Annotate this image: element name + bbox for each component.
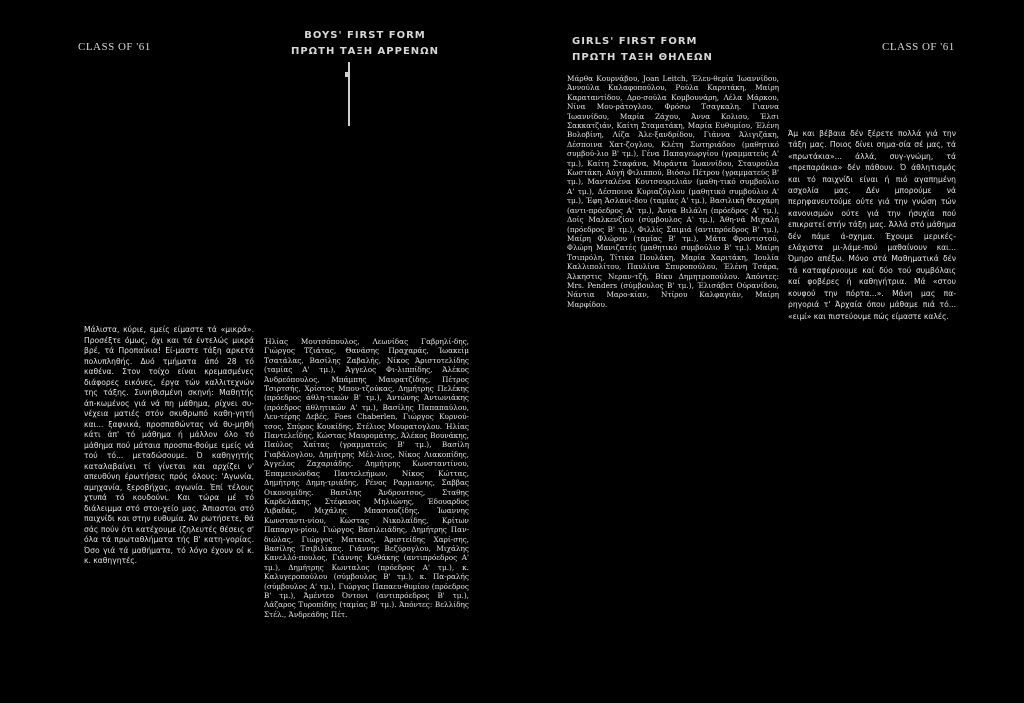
girls-heading-en: GIRLS' FIRST FORM — [572, 36, 698, 47]
outro-paragraph: Άμ και βέβαια δέν ξέρετε πολλά γιά την τάξη μας. Ποιος δίνει σημα-σία σέ μας, τά «πρωτάκια»... άλλά, συγ-γνώμη, τά «πρεπαράκια» δέν πάθουν. Ό άθλητισμός και τό παιχνίδι είναι ή πιό αγαπημένη ασχολία μας. Δέν μπορούμε νά περηφανευτούμε ούτε γιά την γνώση τών κανονισμών ούτε γιά την ήσυχία πού επικρατεί στήν τάξη μας. Άλλά στό μάθημα δέν πάμε ά-σχημα. Έχουμε μερικές-ελάχιστα μι-λάμε-πού μαθαίνουν και... Όμηρο απέξω. Μόνο στά Μαθηματικά δέν τά καταφέρνουμε καί δύο τού συμβόλαις καί φοβέρες ή καθηγήτρια. Μά «στου κουφού την πόρτα...». Μάνη μας πα-ρηγοριά τ' Άρχαία όπου μάθαμε πιά τό... «ειμί» και πιστεύουμε πώς είμαστε καλές. — [788, 129, 956, 321]
class-of-label-left: CLASS OF '61 — [78, 41, 151, 53]
class-of-label-right: CLASS OF '61 — [882, 41, 955, 53]
girls-form-heading — [572, 34, 772, 66]
intro-paragraph: Μάλιστα, κύριε, εμείς είμαστε τά «μικρά». Προσέξτε όμως, όχι και τά έντελώς μικρά βρέ, τά Προπαίκια! Εί-μαστε τάξη αρκετά πολυπληθής. Δυό τμήματα άπό 28 τό καθένα. Στον τοίχο είναι κρεμασμένες διάφορες εικόνες, έργα τών καλλιτεχνών της τάξης. Συνηθισμένη σκηνή: Μαθητής άπ-κωμένος γιά νά πη μάθημα, ρίχνει συ-νέχεια ματιές στόν σκυθρωπό καθη-γητή και... ξαφνικά, προσπαθώντας νά θυ-μηθή κάτι άπ' τό μάθημα ή μάλλον όλο τό μάθημα πού μάταια προσπα-θούμε εμείς νά τού τό... μεταδώσουμε. Ό καθηγητής καταλαβαίνει τί γίνεται και αρχίζει ν' απευθύνη έρωτήσεις πρός όλους: 'Αγωνία, αμηχανία, ξεροβήχας, αγωνία. Έπί τέλους χτυπά τό κουδούνι. Και τώρα μέ τό διάλειμμα στό στοι-χείο μας. Άπιαστοι στό παιχνίδι και στην ευθυμία. Άν ρωτήσετε, θά σάς πούν ότι κατέχουμε (ζηλευτές θέσεις σ' όλα τά πρωταθλήματα τής Β' κατη-γορίας. Όσο γιά τά μαθήματα, τό λόγο έχουν οί κ. κ. καθηγητές. — [84, 325, 254, 565]
boys-name-list: Ήλίας Μουτσόπουλος, Λεωνίδας Γαβρηλί-δης, Γιώργος Τζιάτας, Θανάσης Πραχαράς, Ίωακείμ Τσατάλας, Βασίλης Ζαβαλής, Νίκος Άριστοτελίδης (ταμίας Α' τμ.), Άγγελος Φι-λιππίδης, Άλέκος Άνδρεόπουλος, Μπάμπης Μαυρατζίδης, Πέτρος Τσιρτσής, Χρίστος Μπου-τζούκας, Δημήτρης Πελέκης (πρόεδρος άθλη-τικών Β' τμ.), Άντώνης Άντωνιάκης (πρόεδρος άθλητικών Α' τμ.), Βασίλης Παπαπαύλου, Λευ-τέρης Δεβές, Foes Chaberlen, Γιώργος Κυρνού-τσος, Σπύρος Κουκίδης, Στέλιος Μουρατογλου. Ήλίας Παντελεΐδης, Κώστας Μαυρομάτης, Άλέκος Βουνάκης, Παύλος Χαίτας (γραμματεύς Β' τμ.), Βασίλη Γιαβάλογλου, Δημήτρης Μέλ-λιος, Νίκος Λιακοπίδης, Άγγελος Ζαχαριάδης. Δημήτρης Κωνσταντίνου, Έπαμεινώνδας Παντελεήμων, Νίκος Κώττας, Δημήτρης Δημη-τριάδης, Ρένος Ραρμιανης, Σαββας Οικονομίδης. Βασίλης Άνδρουτσος, Σταθης Καρδελάκης, Στέφανος Μηλιώνης, Έδουαρδος Λιβαδάς, Μιχάλης Μπασιουζίδης, Ίωαννης Κωνσταντι-νίου, Κώστας Νικολαΐδης, Κρίτων Παπαργυ-ρίου, Γιώργος Βασιλειάδης, Δημήτρης Παν-διώλας, Γιώργος Ματκιος, Άριστείδης Χαρί-σης, Βασίλης Τσιβιλίκας. Γιάννης Βεζύρογλου, Μιχάλης Κανελλό-πουλος, Γιάννης Κυθάκης (αντιπρόεδρος Α' τμ.), Δημήτρης Κωνταλος (πρόεδρος Α' τμ.), κ. Καλυγεροπούλου (σύμβουλος Β' τμ.), κ. Πα-ραλής (σύμβουλος Α' τμ.), Γιώργος Παπαευ-θυμίου (πρόεδρος Β' τμ.), Άμέντεο Όντονι (αντιπρόεδρος Β' τμ.), Λάζαρος Τυροπίδης (ταμίας Β' τμ.). Άπόντες: Βελλίδης Στέλ., Άνδρεάδης Πέτ. — [264, 337, 469, 619]
photo-artifact-dot — [345, 72, 350, 77]
boys-heading-gr: ΠΡΩΤΗ ΤΑΞΗ ΑΡΡΕΝΩΝ — [290, 46, 440, 57]
boys-form-heading — [265, 28, 465, 60]
girls-heading-gr: ΠΡΩΤΗ ΤΑΞΗ ΘΗΛΕΩΝ — [572, 52, 713, 63]
boys-heading-en: BOYS' FIRST FORM — [304, 30, 426, 41]
girls-name-list: Μάρθα Κουρνάβου, Joan Leitch, Έλευ-θερία Ίωαννίδου, Άννούλα Καλαφοπούλου, Ρούλα Καρυτάκη, Μαίρη Καραταντίδου, Δρο-σούλα Κομβουνάρη, Λέλα Μάρκου, Νίνα Μου-ράτογλου, Φρόσω Τσαγκαλη. Γιαννα Ίωαννίδου, Μαρία Ζάχου, Άννα Κολιου, Έλσι Σακκατζιάν, Καίτη Σταματάκη, Μαρία Ευθυμίου, Έλένη Βολοβίνη, Λίζα Άλε-ξανδρίδου, Γιάννα Άλιγιζάκη, Δέσποινα Χατ-ζογλου, Κλέτη Σωτηριάδου (μαθητικό συμβού-λιο Β' τμ.), Γένα Παπαγεωργίου (γραμματεύς Α' τμ.), Καίτη Σταφάνα, Μυράντα Ίωαννίδου, Σταυρούλα Κωστάκη. Αύγή Φιλιππού, Βιόσω Πέτρου (γραμματεύς Β' τμ.), Μανταλένα Κουτσουρελιάν (μαθη-τικό συμβούλιο Α' τμ.), Δέσποινα Κυριαζόγλου (μαθητικό συμβούλιο Α' τμ.), Έφη Άσλανί-δου (ταμίας Α' τμ.), Βασιλική Θεοχάρη (αντι-πρόεδρος Α' τμ.), Άννα Βιλάλη (πρόεδρος Α' τμ.), Δοίς Μαλκενζίου (σύμβουλος Α' τμ.), Άθη-νά Μιχαλή (πρόεδρος Β' τμ.), Φιλλίς Σαιμιά (αντιπρόεδρος Β' τμ.), Μαίρη Φλώρου (ταμίας Β' τμ.), Μάτα Φροντιστού, Φλώρη Μανιζατές (μαθητικό συμβούλιο Β' τμ.). Μαίρη Τσιπρόλη, Τίτικα Πουλάκη, Μαρία Χαριτάκη, Ίουλία Καλλιπολίτου, Παυλίνα Σπυροπούλου, Έλένη Τσάρα, Άλκηστις Νεραν-τζή, Βίκυ Δημητροπούλου. Άπόντες: Mrs. Penders (σύμβουλος Β' τμ.), Έλισάβετ Ούρανίδου, Νάντια Μαρο-κίαν, Ντίρου Καλφαγιάν, Μαίρη Μαρφίδου. — [567, 74, 779, 309]
